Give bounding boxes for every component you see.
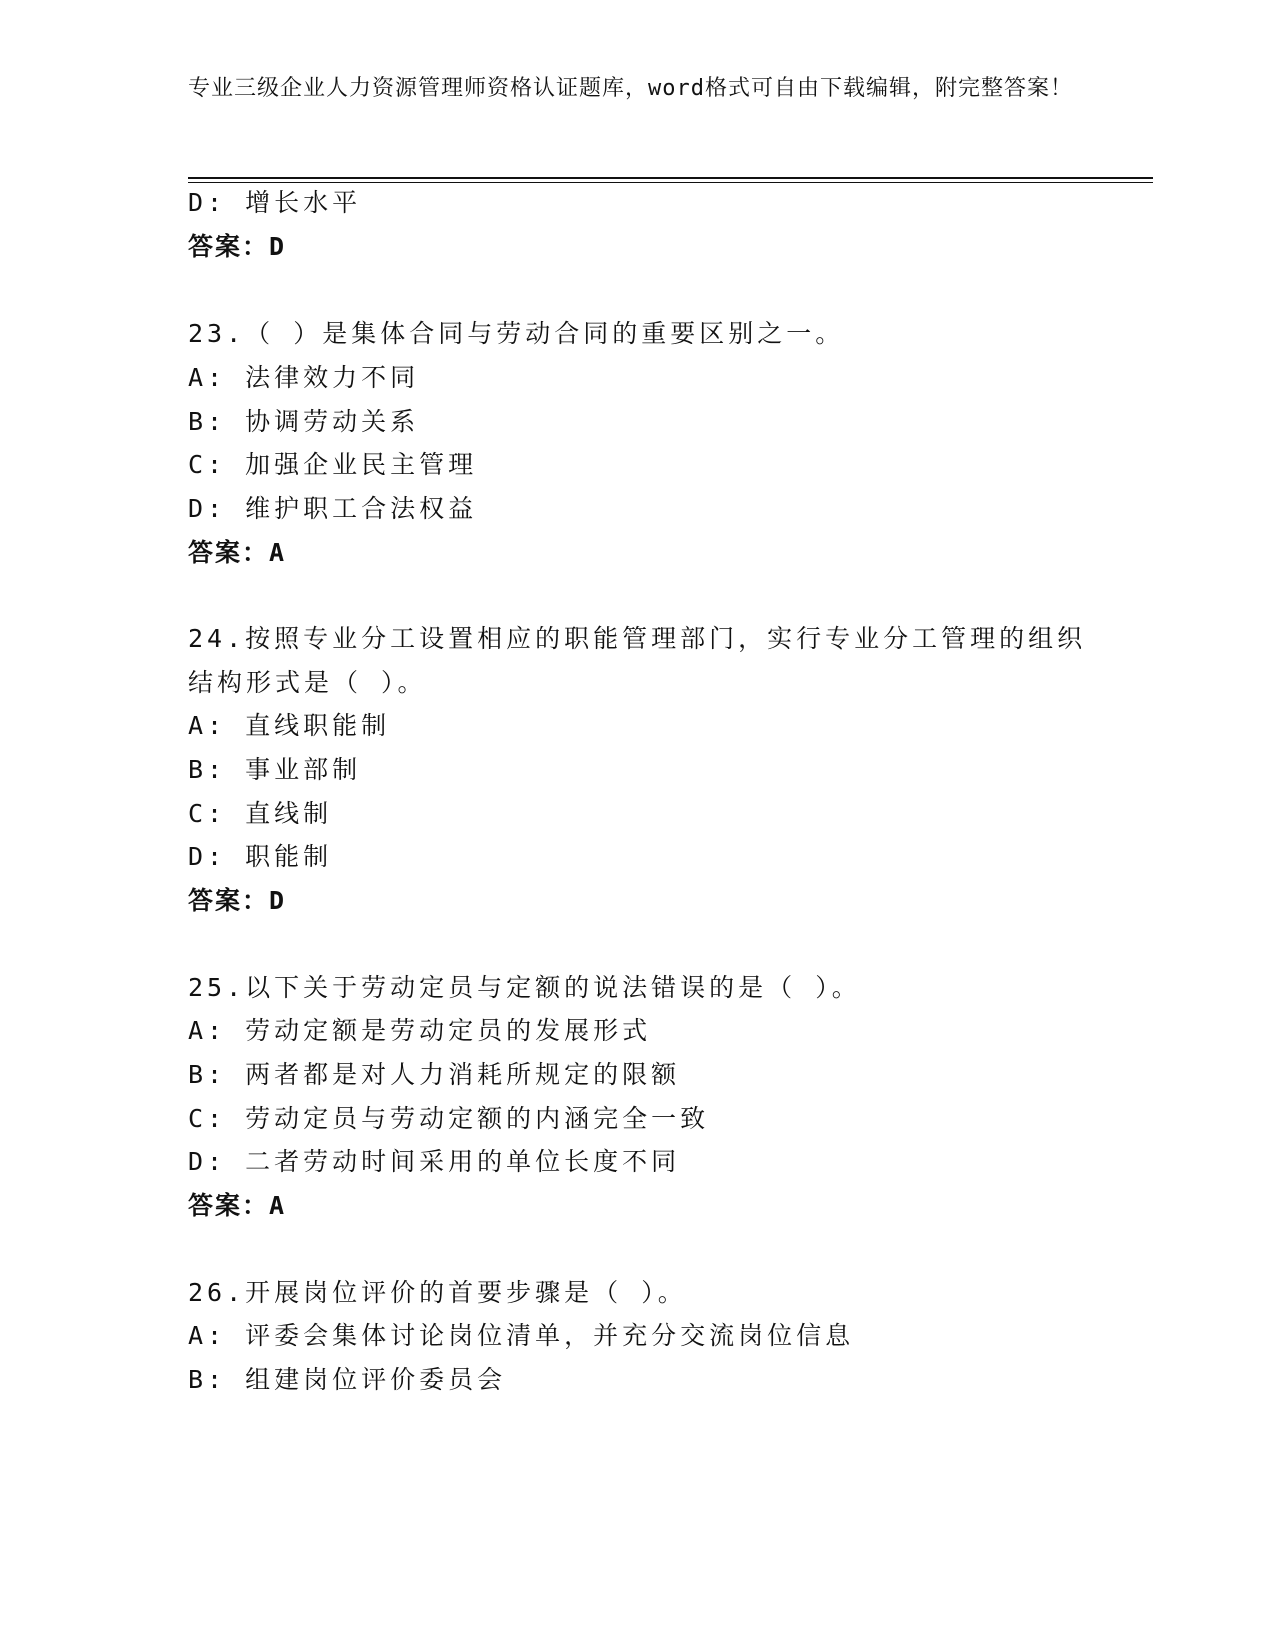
- q26-option-a: A: 评委会集体讨论岗位清单，并充分交流岗位信息: [188, 1321, 855, 1350]
- prev-answer: 答案：D: [188, 232, 287, 261]
- q24-option-b: B: 事业部制: [188, 755, 362, 784]
- header-divider-thin: [188, 182, 1153, 183]
- q24-option-a: A: 直线职能制: [188, 711, 391, 740]
- q24-stem-line2: 结构形式是（ ）。: [188, 668, 427, 697]
- q24-option-d: D: 职能制: [188, 842, 333, 871]
- prev-option-d: D: 增长水平: [188, 188, 362, 217]
- q24-stem-line1: 24.按照专业分工设置相应的职能管理部门，实行专业分工管理的组织: [188, 624, 1087, 653]
- q25-option-b: B: 两者都是对人力消耗所规定的限额: [188, 1060, 681, 1089]
- q24-option-c: C: 直线制: [188, 799, 333, 828]
- q25-option-c: C: 劳动定员与劳动定额的内涵完全一致: [188, 1104, 710, 1133]
- q25-stem: 25.以下关于劳动定员与定额的说法错误的是（ ）。: [188, 973, 861, 1002]
- q25-option-a: A: 劳动定额是劳动定员的发展形式: [188, 1016, 652, 1045]
- q24-answer: 答案：D: [188, 886, 287, 915]
- q23-option-a: A: 法律效力不同: [188, 363, 420, 392]
- q23-option-b: B: 协调劳动关系: [188, 407, 420, 436]
- q23-stem: 23.（ ）是集体合同与劳动合同的重要区别之一。: [188, 319, 845, 348]
- q25-option-d: D: 二者劳动时间采用的单位长度不同: [188, 1147, 681, 1176]
- q26-stem: 26.开展岗位评价的首要步骤是（ ）。: [188, 1278, 687, 1307]
- document-header: 专业三级企业人力资源管理师资格认证题库，word格式可自由下载编辑，附完整答案！: [188, 76, 1073, 101]
- q26-option-b: B: 组建岗位评价委员会: [188, 1365, 507, 1394]
- q23-option-d: D: 维护职工合法权益: [188, 494, 478, 523]
- q23-option-c: C: 加强企业民主管理: [188, 450, 478, 479]
- q23-answer: 答案：A: [188, 538, 287, 567]
- header-divider-thick: [188, 177, 1153, 179]
- q25-answer: 答案：A: [188, 1191, 287, 1220]
